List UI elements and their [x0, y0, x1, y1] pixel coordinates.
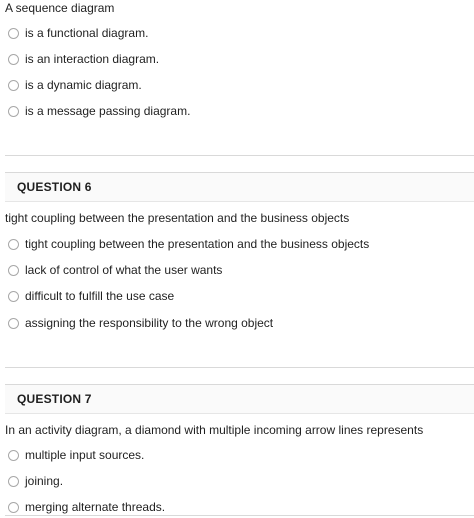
- question-5-option-4[interactable]: [8, 103, 190, 119]
- radio-button[interactable]: [8, 28, 19, 39]
- question-7-option-2[interactable]: [8, 473, 63, 489]
- question-6-option-2[interactable]: [8, 262, 222, 278]
- radio-button[interactable]: [8, 318, 19, 329]
- option-label: difficult to fulfill the use case: [25, 289, 175, 303]
- question-6-stem: tight coupling between the presentation and the business objects: [5, 211, 350, 225]
- radio-button[interactable]: [8, 106, 19, 117]
- option-label: lack of control of what the user wants: [25, 263, 223, 277]
- option-label: assigning the responsibility to the wrong object: [25, 316, 274, 330]
- question-6-option-1[interactable]: [8, 236, 369, 252]
- section-divider: [5, 515, 474, 516]
- section-divider: [5, 155, 474, 156]
- option-label: multiple input sources.: [25, 448, 145, 462]
- radio-button[interactable]: [8, 450, 19, 461]
- radio-button[interactable]: [8, 265, 19, 276]
- section-divider: [5, 367, 474, 368]
- question-7-option-3[interactable]: [8, 499, 165, 515]
- question-5-option-1[interactable]: [8, 25, 148, 41]
- question-7-title: QUESTION 7: [17, 392, 92, 406]
- question-6-option-4[interactable]: [8, 315, 273, 331]
- question-6-title: QUESTION 6: [17, 180, 92, 194]
- option-label: tight coupling between the presentation and the business objects: [25, 237, 370, 251]
- radio-button[interactable]: [8, 291, 19, 302]
- option-label: is a functional diagram.: [25, 26, 149, 40]
- option-label: is a dynamic diagram.: [25, 78, 142, 92]
- question-6-header: [5, 172, 474, 202]
- radio-button[interactable]: [8, 239, 19, 250]
- question-6-option-3[interactable]: [8, 288, 174, 304]
- question-5-stem: A sequence diagram: [5, 1, 115, 15]
- option-label: joining.: [25, 474, 64, 488]
- option-label: merging alternate threads.: [25, 500, 166, 514]
- question-7-stem: In an activity diagram, a diamond with multiple incoming arrow lines represents: [5, 423, 424, 437]
- option-label: is a message passing diagram.: [25, 104, 191, 118]
- question-5-option-3[interactable]: [8, 77, 142, 93]
- option-label: is an interaction diagram.: [25, 52, 160, 66]
- radio-button[interactable]: [8, 80, 19, 91]
- question-7-option-1[interactable]: [8, 447, 144, 463]
- question-7-header: [5, 384, 474, 414]
- radio-button[interactable]: [8, 54, 19, 65]
- radio-button[interactable]: [8, 476, 19, 487]
- radio-button[interactable]: [8, 502, 19, 513]
- question-5-option-2[interactable]: [8, 51, 159, 67]
